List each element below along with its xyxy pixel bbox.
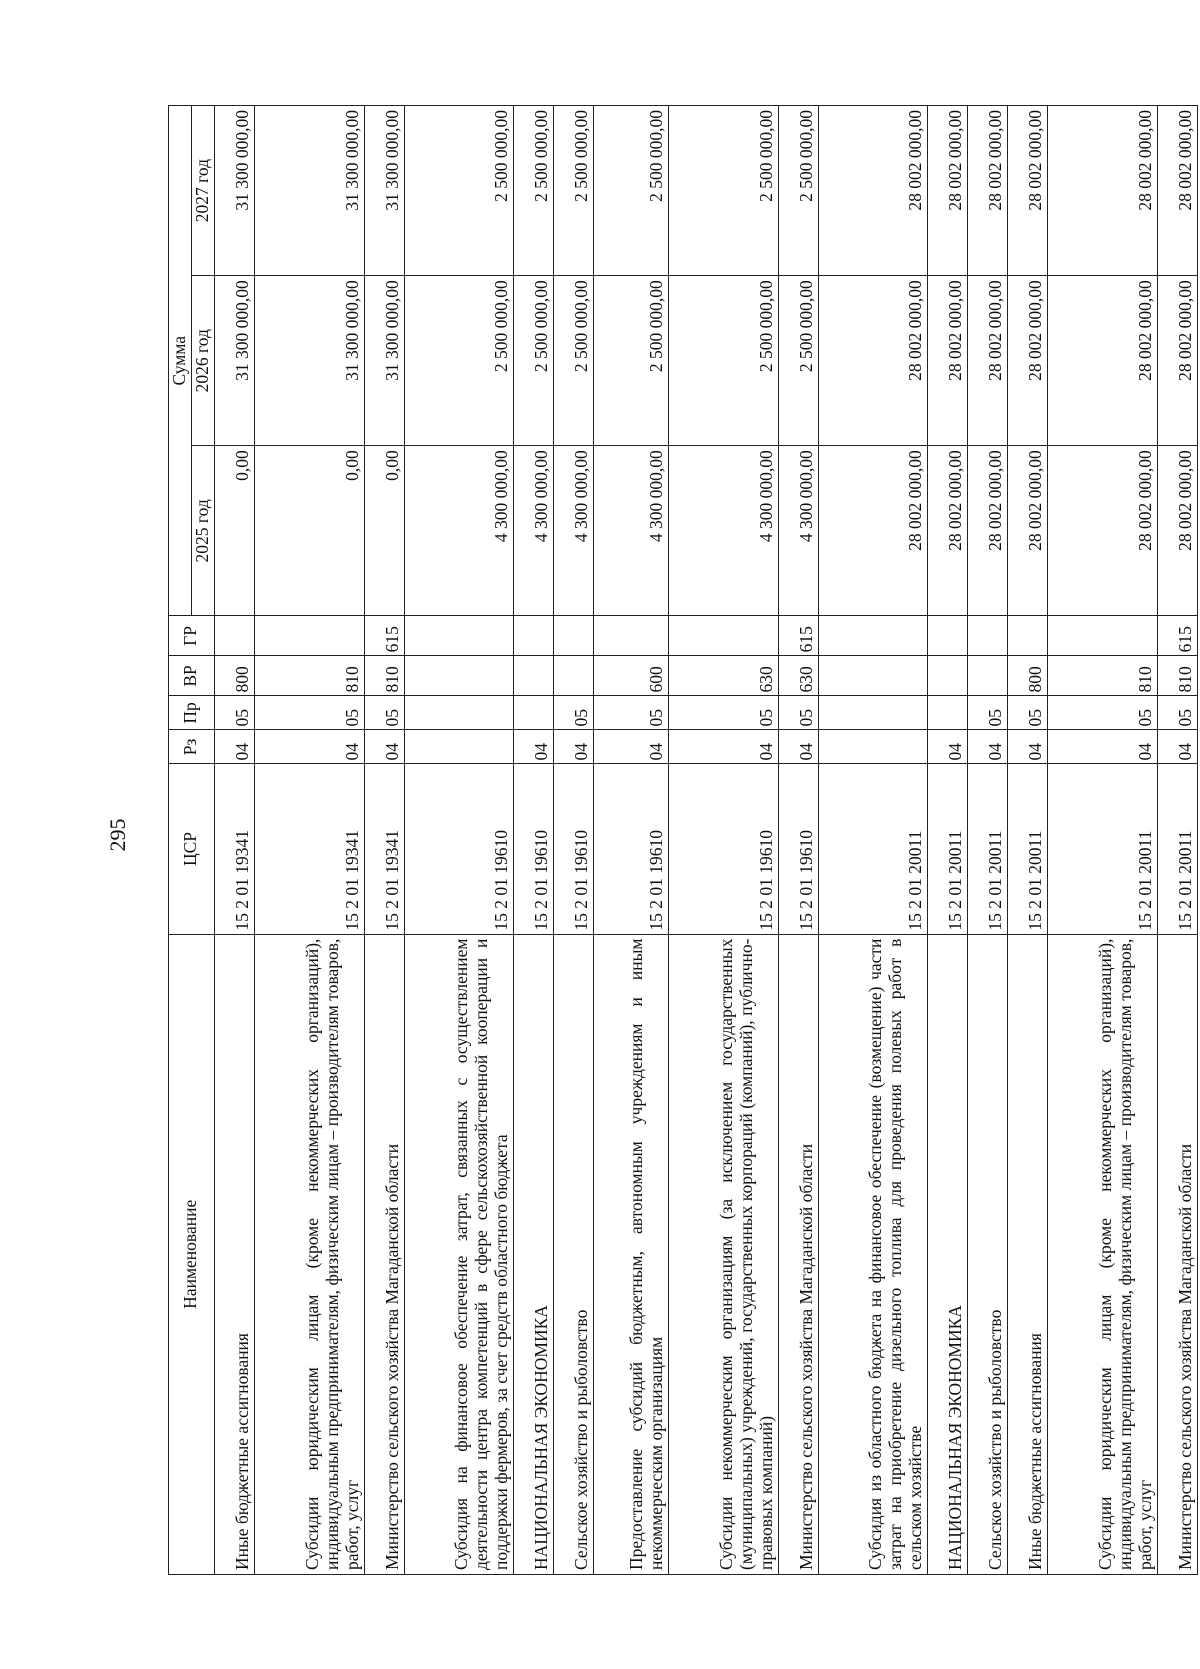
row-sum-2025: 4 300 000,00 <box>594 446 669 616</box>
row-sum-2027: 28 002 000,00 <box>968 106 1008 276</box>
row-name: Субсидия на финансовое обеспечение затрат, связанных с осуществлением деятельности центра компетенций в сфере сельскохозяйственной кооперации и поддержки фермеров, за счет средств областного бюджета <box>404 934 514 1574</box>
row-sum-2027: 28 002 000,00 <box>818 106 928 276</box>
row-pr: 05 <box>778 696 818 730</box>
row-sum-2025: 4 300 000,00 <box>778 446 818 616</box>
table-row <box>778 106 818 1575</box>
row-vr: 630 <box>778 656 818 696</box>
table-row <box>214 106 254 1575</box>
row-name: Иные бюджетные ассигнования <box>1008 934 1048 1574</box>
row-gr <box>928 616 968 656</box>
row-gr <box>968 616 1008 656</box>
row-vr <box>554 656 594 696</box>
row-gr <box>594 616 669 656</box>
row-rz: 04 <box>214 730 254 764</box>
row-pr <box>404 696 514 730</box>
table-row <box>594 106 669 1575</box>
row-gr <box>404 616 514 656</box>
row-pr: 05 <box>668 696 778 730</box>
table-row <box>514 106 554 1575</box>
row-csr: 15 2 01 19341 <box>364 764 404 934</box>
header-year-2026: 2026 год <box>191 276 214 446</box>
row-sum-2025: 0,00 <box>364 446 404 616</box>
table-row <box>254 106 364 1575</box>
header-year-2025: 2025 год <box>191 446 214 616</box>
row-gr <box>1008 616 1048 656</box>
row-csr: 15 2 01 19341 <box>214 764 254 934</box>
row-csr: 15 2 01 19610 <box>404 764 514 934</box>
row-sum-2025: 28 002 000,00 <box>1048 446 1158 616</box>
row-csr: 15 2 01 20011 <box>818 764 928 934</box>
row-csr: 15 2 01 19341 <box>254 764 364 934</box>
budget-table <box>168 105 1198 1575</box>
row-sum-2026: 28 002 000,00 <box>1157 276 1197 446</box>
row-name: Субсидии некоммерческим организациям (за исключением государственных (муниципальных) учреждений, государственных корпораций (компаний), публично-правовых компаний) <box>668 934 778 1574</box>
row-sum-2027: 2 500 000,00 <box>554 106 594 276</box>
row-vr: 800 <box>214 656 254 696</box>
row-sum-2026: 31 300 000,00 <box>254 276 364 446</box>
row-pr: 05 <box>214 696 254 730</box>
row-rz: 04 <box>514 730 554 764</box>
row-csr: 15 2 01 19610 <box>668 764 778 934</box>
row-csr: 15 2 01 20011 <box>1048 764 1158 934</box>
row-rz <box>818 730 928 764</box>
row-sum-2025: 0,00 <box>214 446 254 616</box>
row-csr: 15 2 01 19610 <box>594 764 669 934</box>
table-row <box>928 106 968 1575</box>
row-pr: 05 <box>594 696 669 730</box>
page-number: 295 <box>105 818 130 852</box>
row-name: Субсидия из областного бюджета на финансовое обеспечение (возмещение) части затрат на приобретение дизельного топлива для проведения полевых работ в сельском хозяйстве <box>818 934 928 1574</box>
row-sum-2026: 31 300 000,00 <box>214 276 254 446</box>
row-sum-2025: 28 002 000,00 <box>928 446 968 616</box>
row-name: Субсидии юридическим лицам (кроме некоммерческих организаций), индивидуальным предпринимателям, физическим лицам – производителям товаров, работ, услуг <box>254 934 364 1574</box>
row-sum-2027: 2 500 000,00 <box>594 106 669 276</box>
row-sum-2026: 2 500 000,00 <box>404 276 514 446</box>
row-gr <box>514 616 554 656</box>
row-gr: 615 <box>778 616 818 656</box>
row-rz: 04 <box>968 730 1008 764</box>
table-row <box>668 106 778 1575</box>
row-sum-2025: 28 002 000,00 <box>1157 446 1197 616</box>
row-rz <box>404 730 514 764</box>
row-name: Субсидии юридическим лицам (кроме некоммерческих организаций), индивидуальным предпринимателям, физическим лицам – производителям товаров, работ, услуг <box>1048 934 1158 1574</box>
row-pr: 05 <box>968 696 1008 730</box>
table-row <box>818 106 928 1575</box>
header-pr: Пр <box>169 696 215 730</box>
row-name: Министерство сельского хозяйства Магаданской области <box>364 934 404 1574</box>
row-name: Министерство сельского хозяйства Магаданской области <box>778 934 818 1574</box>
row-csr: 15 2 01 20011 <box>968 764 1008 934</box>
row-sum-2026: 28 002 000,00 <box>928 276 968 446</box>
row-rz: 04 <box>594 730 669 764</box>
row-vr: 810 <box>254 656 364 696</box>
row-vr <box>928 656 968 696</box>
header-gr: ГР <box>169 616 215 656</box>
row-name: Сельское хозяйство и рыболовство <box>968 934 1008 1574</box>
row-name: Сельское хозяйство и рыболовство <box>554 934 594 1574</box>
row-name: НАЦИОНАЛЬНАЯ ЭКОНОМИКА <box>514 934 554 1574</box>
row-sum-2027: 31 300 000,00 <box>364 106 404 276</box>
row-rz: 04 <box>668 730 778 764</box>
row-sum-2025: 0,00 <box>254 446 364 616</box>
row-vr <box>404 656 514 696</box>
row-vr: 810 <box>1048 656 1158 696</box>
row-rz: 04 <box>1157 730 1197 764</box>
row-vr: 800 <box>1008 656 1048 696</box>
row-sum-2027: 2 500 000,00 <box>514 106 554 276</box>
row-gr <box>1048 616 1158 656</box>
table-row <box>364 106 404 1575</box>
row-csr: 15 2 01 20011 <box>928 764 968 934</box>
row-rz: 04 <box>778 730 818 764</box>
row-sum-2025: 28 002 000,00 <box>1008 446 1048 616</box>
row-pr: 05 <box>364 696 404 730</box>
row-vr <box>514 656 554 696</box>
row-name: Предоставление субсидий бюджетным, автономным учреждениям и иным некоммерческим организациям <box>594 934 669 1574</box>
row-pr: 05 <box>254 696 364 730</box>
header-vr: ВР <box>169 656 215 696</box>
row-vr: 810 <box>364 656 404 696</box>
row-sum-2025: 28 002 000,00 <box>968 446 1008 616</box>
row-vr <box>968 656 1008 696</box>
row-gr: 615 <box>1157 616 1197 656</box>
row-gr: 615 <box>364 616 404 656</box>
header-row-1 <box>169 106 192 1575</box>
table-row <box>968 106 1008 1575</box>
row-sum-2026: 2 500 000,00 <box>554 276 594 446</box>
row-sum-2025: 4 300 000,00 <box>668 446 778 616</box>
row-sum-2027: 2 500 000,00 <box>778 106 818 276</box>
row-rz: 04 <box>364 730 404 764</box>
row-pr <box>514 696 554 730</box>
row-sum-2026: 31 300 000,00 <box>364 276 404 446</box>
table-body <box>214 106 1197 1575</box>
row-pr <box>818 696 928 730</box>
row-sum-2027: 2 500 000,00 <box>404 106 514 276</box>
row-csr: 15 2 01 20011 <box>1157 764 1197 934</box>
row-name: Иные бюджетные ассигнования <box>214 934 254 1574</box>
row-pr: 05 <box>554 696 594 730</box>
header-year-2027: 2027 год <box>191 106 214 276</box>
row-gr <box>254 616 364 656</box>
row-name: НАЦИОНАЛЬНАЯ ЭКОНОМИКА <box>928 934 968 1574</box>
row-csr: 15 2 01 19610 <box>554 764 594 934</box>
header-rz: Рз <box>169 730 215 764</box>
row-sum-2027: 31 300 000,00 <box>254 106 364 276</box>
row-gr <box>214 616 254 656</box>
row-gr <box>554 616 594 656</box>
row-sum-2025: 28 002 000,00 <box>818 446 928 616</box>
row-rz: 04 <box>554 730 594 764</box>
row-sum-2027: 31 300 000,00 <box>214 106 254 276</box>
header-sum: Сумма <box>169 106 192 616</box>
table-row <box>1157 106 1197 1575</box>
row-gr <box>668 616 778 656</box>
row-vr: 600 <box>594 656 669 696</box>
row-sum-2026: 28 002 000,00 <box>1048 276 1158 446</box>
row-vr: 810 <box>1157 656 1197 696</box>
row-sum-2026: 28 002 000,00 <box>968 276 1008 446</box>
table-row <box>554 106 594 1575</box>
row-sum-2025: 4 300 000,00 <box>554 446 594 616</box>
row-sum-2026: 2 500 000,00 <box>514 276 554 446</box>
row-sum-2026: 28 002 000,00 <box>1008 276 1048 446</box>
rotated-table-wrapper <box>168 105 1198 1575</box>
row-sum-2027: 28 002 000,00 <box>1157 106 1197 276</box>
row-rz: 04 <box>1048 730 1158 764</box>
row-sum-2027: 28 002 000,00 <box>1048 106 1158 276</box>
row-name: Министерство сельского хозяйства Магаданской области <box>1157 934 1197 1574</box>
row-pr: 05 <box>1157 696 1197 730</box>
row-sum-2026: 28 002 000,00 <box>818 276 928 446</box>
row-vr <box>818 656 928 696</box>
row-sum-2026: 2 500 000,00 <box>594 276 669 446</box>
table-row <box>1008 106 1048 1575</box>
header-name: Наименование <box>169 934 215 1574</box>
row-rz: 04 <box>254 730 364 764</box>
row-sum-2025: 4 300 000,00 <box>514 446 554 616</box>
row-pr: 05 <box>1008 696 1048 730</box>
row-vr: 630 <box>668 656 778 696</box>
row-gr <box>818 616 928 656</box>
row-rz: 04 <box>1008 730 1048 764</box>
row-sum-2026: 2 500 000,00 <box>778 276 818 446</box>
row-pr: 05 <box>1048 696 1158 730</box>
row-csr: 15 2 01 20011 <box>1008 764 1048 934</box>
row-sum-2027: 28 002 000,00 <box>1008 106 1048 276</box>
table-row <box>1048 106 1158 1575</box>
row-sum-2025: 4 300 000,00 <box>404 446 514 616</box>
row-sum-2027: 28 002 000,00 <box>928 106 968 276</box>
row-csr: 15 2 01 19610 <box>514 764 554 934</box>
header-csr: ЦСР <box>169 764 215 934</box>
row-rz: 04 <box>928 730 968 764</box>
row-sum-2027: 2 500 000,00 <box>668 106 778 276</box>
row-pr <box>928 696 968 730</box>
row-sum-2026: 2 500 000,00 <box>668 276 778 446</box>
row-csr: 15 2 01 19610 <box>778 764 818 934</box>
table-row <box>404 106 514 1575</box>
